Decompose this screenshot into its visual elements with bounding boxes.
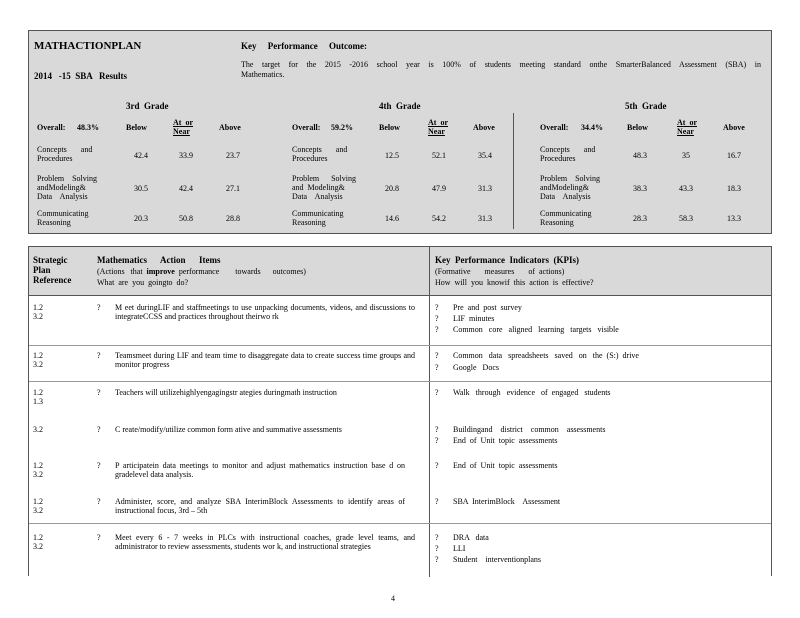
header-sub-post: performance towards outcomes) (174, 267, 306, 276)
row-ref: 1.2 3.2 (33, 497, 43, 515)
bullet-icon: ? (97, 533, 101, 542)
row-label: Concepts and Procedures (292, 145, 348, 163)
page-number: 4 (391, 594, 395, 603)
column-divider (429, 247, 430, 577)
action-text: M eet duringLIF and staffmeetings to use unpacking documents, videos, and discussions to integrateCCSS and practices throughout theirwo rk (115, 303, 415, 321)
bullet-icon: ? (435, 363, 439, 372)
results-box (28, 30, 772, 234)
row-divider (29, 523, 771, 524)
row-ref: 1.2 3.2 (33, 533, 43, 551)
kpi-item: End of Unit topic assessments (453, 461, 558, 470)
bullet-icon: ? (435, 497, 439, 506)
cell-below: 30.5 (134, 184, 148, 193)
bullet-icon: ? (435, 314, 439, 323)
cell-above: 35.4 (478, 151, 492, 160)
action-plan-table (28, 246, 772, 576)
row-ref: 1.2 3.2 (33, 351, 43, 369)
header-actions-sub (97, 267, 306, 276)
row-ref: 1.2 3.2 (33, 303, 43, 321)
col-above: Above (723, 123, 745, 132)
kpi-item: End of Unit topic assessments (453, 436, 558, 445)
bullet-icon: ? (97, 303, 101, 312)
header-kpi-sub2: How will you knowif this action is effective? (435, 278, 594, 287)
cell-above: 13.3 (727, 214, 741, 223)
overall-label: Overall: (37, 123, 66, 132)
kpi-item: Pre and post survey (453, 303, 522, 312)
cell-above: 23.7 (226, 151, 240, 160)
bullet-icon: ? (435, 436, 439, 445)
cell-below: 20.3 (134, 214, 148, 223)
row-ref: 1.2 3.2 (33, 461, 43, 479)
bullet-icon: ? (435, 461, 439, 470)
cell-above: 28.8 (226, 214, 240, 223)
cell-near: 43.3 (679, 184, 693, 193)
col-above: Above (219, 123, 241, 132)
bullet-icon: ? (435, 544, 439, 553)
row-label: Problem Solving andModeling& Data Analysis (540, 174, 601, 201)
cell-near: 58.3 (679, 214, 693, 223)
results-subtitle: 2014 -15 SBA Results (34, 71, 128, 81)
col-below: Below (126, 123, 147, 132)
overall-label: Overall: (292, 123, 321, 132)
row-label: Problem Solving and Modeling& Data Analysis (292, 174, 357, 201)
action-text: P articipatein data meetings to monitor and adjust mathematics instruction base d on gradelevel data analysis. (115, 461, 405, 479)
cell-above: 16.7 (727, 151, 741, 160)
row-label: Communicating Reasoning (292, 209, 344, 227)
row-ref: 1.2 1.3 (33, 388, 43, 406)
bullet-icon: ? (435, 425, 439, 434)
cell-near: 42.4 (179, 184, 193, 193)
cell-below: 42.4 (134, 151, 148, 160)
bullet-icon: ? (435, 555, 439, 564)
kpi-item: Student interventionplans (453, 555, 541, 564)
cell-below: 12.5 (385, 151, 399, 160)
overall-value: 48.3% (77, 123, 99, 132)
cell-near: 47.9 (432, 184, 446, 193)
cell-above: 18.3 (727, 184, 741, 193)
cell-near: 50.8 (179, 214, 193, 223)
kpi-item: SBA InterimBlock Assessment (453, 497, 561, 506)
overall-value: 59.2% (331, 123, 353, 132)
row-divider (29, 381, 771, 382)
cell-near: 35 (682, 151, 690, 160)
kpi-item: Common core aligned learning targets visible (453, 325, 619, 334)
bullet-icon: ? (97, 497, 101, 506)
cell-below: 20.8 (385, 184, 399, 193)
row-ref: 3.2 (33, 425, 43, 434)
header-actions-sub2: What are you goingto do? (97, 278, 189, 287)
bullet-icon: ? (435, 351, 439, 360)
action-text: Teamsmeet during LIF and team time to disaggregate data to create success time groups and monitor progress (115, 351, 415, 369)
kpo-heading: Key Performance Outcome: (241, 41, 367, 51)
grade-title: 3rd Grade (126, 101, 169, 111)
header-sub-bold: improve (146, 267, 175, 276)
row-divider (29, 345, 771, 346)
kpi-item: Google Docs (453, 363, 499, 372)
col-near: At or Near (428, 118, 448, 136)
col-near: At or Near (173, 118, 193, 136)
row-label: Problem Solving andModeling& Data Analysis (37, 174, 98, 201)
row-label: Communicating Reasoning (37, 209, 89, 227)
action-text: Teachers will utilizehighlyengagingstr ategies duringmath instruction (115, 388, 337, 397)
bullet-icon: ? (435, 533, 439, 542)
overall-label: Overall: (540, 123, 569, 132)
kpi-item: LLI (453, 544, 466, 553)
cell-below: 38.3 (633, 184, 647, 193)
col-near: At or Near (677, 118, 697, 136)
header-ref: Strategic Plan Reference (33, 255, 72, 285)
action-text: C reate/modify/utilize common form ative and summative assessments (115, 425, 342, 434)
col-below: Below (627, 123, 648, 132)
cell-near: 52.1 (432, 151, 446, 160)
kpo-text: The target for the 2015 -2016 school year is 100% of students meeting standard onthe SmarterBalanced Assessment (SBA) in Mathematics. (241, 60, 761, 79)
kpi-item: LIF minutes (453, 314, 495, 323)
bullet-icon: ? (97, 388, 101, 397)
bullet-icon: ? (97, 461, 101, 470)
table-header (29, 247, 771, 296)
bullet-icon: ? (435, 325, 439, 334)
grade-divider (513, 113, 514, 229)
overall-value: 34.4% (581, 123, 603, 132)
cell-near: 54.2 (432, 214, 446, 223)
bullet-icon: ? (435, 303, 439, 312)
action-text: Administer, score, and analyze SBA InterimBlock Assessments to identify areas of instructional focus, 3rd – 5th (115, 497, 405, 515)
cell-above: 31.3 (478, 184, 492, 193)
col-below: Below (379, 123, 400, 132)
bullet-icon: ? (97, 425, 101, 434)
action-text: Meet every 6 - 7 weeks in PLCs with instructional coaches, grade level teams, and administrator to review assessments, students wor k, and instructional strategies (115, 533, 415, 551)
grade-title: 5th Grade (625, 101, 667, 111)
header-sub-pre: (Actions that (97, 267, 147, 276)
cell-above: 27.1 (226, 184, 240, 193)
cell-near: 33.9 (179, 151, 193, 160)
cell-below: 28.3 (633, 214, 647, 223)
grade-title: 4th Grade (379, 101, 421, 111)
bullet-icon: ? (435, 388, 439, 397)
row-label: Concepts and Procedures (37, 145, 93, 163)
row-label: Communicating Reasoning (540, 209, 592, 227)
header-actions-title: Mathematics Action Items (97, 255, 221, 265)
kpi-item: Buildingand district common assessments (453, 425, 606, 434)
plan-title: MATHACTIONPLAN (34, 40, 142, 52)
cell-above: 31.3 (478, 214, 492, 223)
header-kpi-title: Key Performance Indicators (KPIs) (435, 255, 579, 265)
cell-below: 14.6 (385, 214, 399, 223)
header-kpi-sub: (Formative measures of actions) (435, 267, 565, 276)
row-label: Concepts and Procedures (540, 145, 596, 163)
bullet-icon: ? (97, 351, 101, 360)
col-above: Above (473, 123, 495, 132)
cell-below: 48.3 (633, 151, 647, 160)
kpi-item: Common data spreadsheets saved on the (S:) drive (453, 351, 639, 360)
kpi-item: DRA data (453, 533, 489, 542)
kpi-item: Walk through evidence of engaged students (453, 388, 611, 397)
